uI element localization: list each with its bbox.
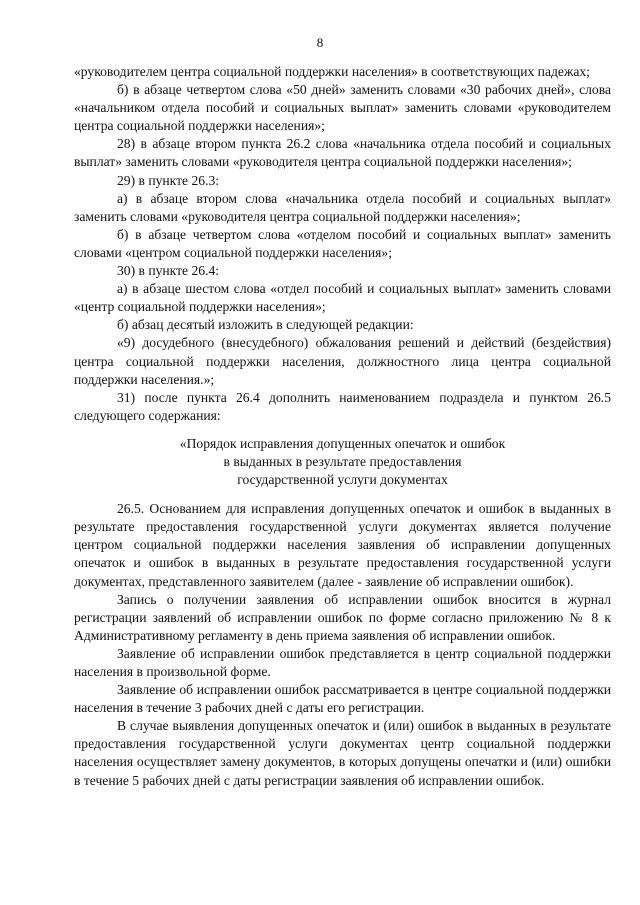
paragraph: «9) досудебного (внесудебного) обжалования решений и действий (бездействия) центра социальной поддержки населения, должностного лица центра социальной поддержки населения.»; [74,335,611,387]
paragraph: 28) в абзаце втором пункта 26.2 слова «начальника отдела пособий и социальных выплат» заменить словами «руководителя центра социальной поддержки населения»; [74,136,611,170]
heading-line: в выданных в результате предоставления [223,453,462,469]
paragraph: Запись о получении заявления об исправлении ошибок вносится в журнал регистрации заявлений об исправлении ошибок по форме согласно приложению № 8 к Административному регламенту в день приема заявления об исправлении ошибок. [74,591,611,643]
paragraph: б) абзац десятый изложить в следующей редакции: [117,317,414,333]
paragraph: 31) после пункта 26.4 дополнить наименованием подраздела и пунктом 26.5 следующего содержания: [74,389,611,423]
page-number: 8 [316,35,324,50]
document-body [74,63,611,790]
spacer [74,489,611,500]
paragraph: В случае выявления допущенных опечаток и (или) ошибок в выданных в результате предоставления государственной услуги документах центр социальной поддержки населения осуществляет замену документов, в которых допущены опечатки и (или) ошибки в течение 5 рабочих дней с даты регистрации заявления об исправлении ошибок. [74,718,611,788]
heading-line: государственной услуги документах [237,472,448,488]
paragraph: 30) в пункте 26.4: [117,263,220,279]
paragraph: 26.5. Основанием для исправления допущенных опечаток и ошибок в выданных в результате предоставления государственной услуги документах является получение центром социальной поддержки населения заявления об исправлении допущенных опечаток и ошибок в выданных в результате предоставления государственной услуги документах, представленного заявителем (далее - заявление об исправлении ошибок). [74,501,611,589]
heading-line: «Порядок исправления допущенных опечаток и ошибок [179,435,506,451]
paragraph: 29) в пункте 26.3: [117,172,220,188]
paragraph: б) в абзаце четвертом слова «отделом пособий и социальных выплат» заменить словами «центром социальной поддержки населения»; [74,226,611,260]
paragraph: Заявление об исправлении ошибок представляется в центр социальной поддержки населения в произвольной форме. [74,645,611,679]
section-heading [74,435,611,489]
paragraph: б) в абзаце четвертом слова «50 дней» заменить словами «30 рабочих дней», слова «начальником отдела пособий и социальных выплат» заменить словами «руководителем центра социальной поддержки населения»; [74,82,611,134]
paragraph: а) в абзаце втором слова «начальника отдела пособий и социальных выплат» заменить словами «руководителя центра социальной поддержки населения»; [74,190,611,224]
paragraph: Заявление об исправлении ошибок рассматривается в центре социальной поддержки населения в течение 3 рабочих дней с даты его регистрации. [74,682,611,716]
paragraph: а) в абзаце шестом слова «отдел пособий и социальных выплат» заменить словами «центр социальной поддержки населения»; [74,281,611,315]
paragraph: «руководителем центра социальной поддержки населения» в соответствующих падежах; [74,64,590,79]
